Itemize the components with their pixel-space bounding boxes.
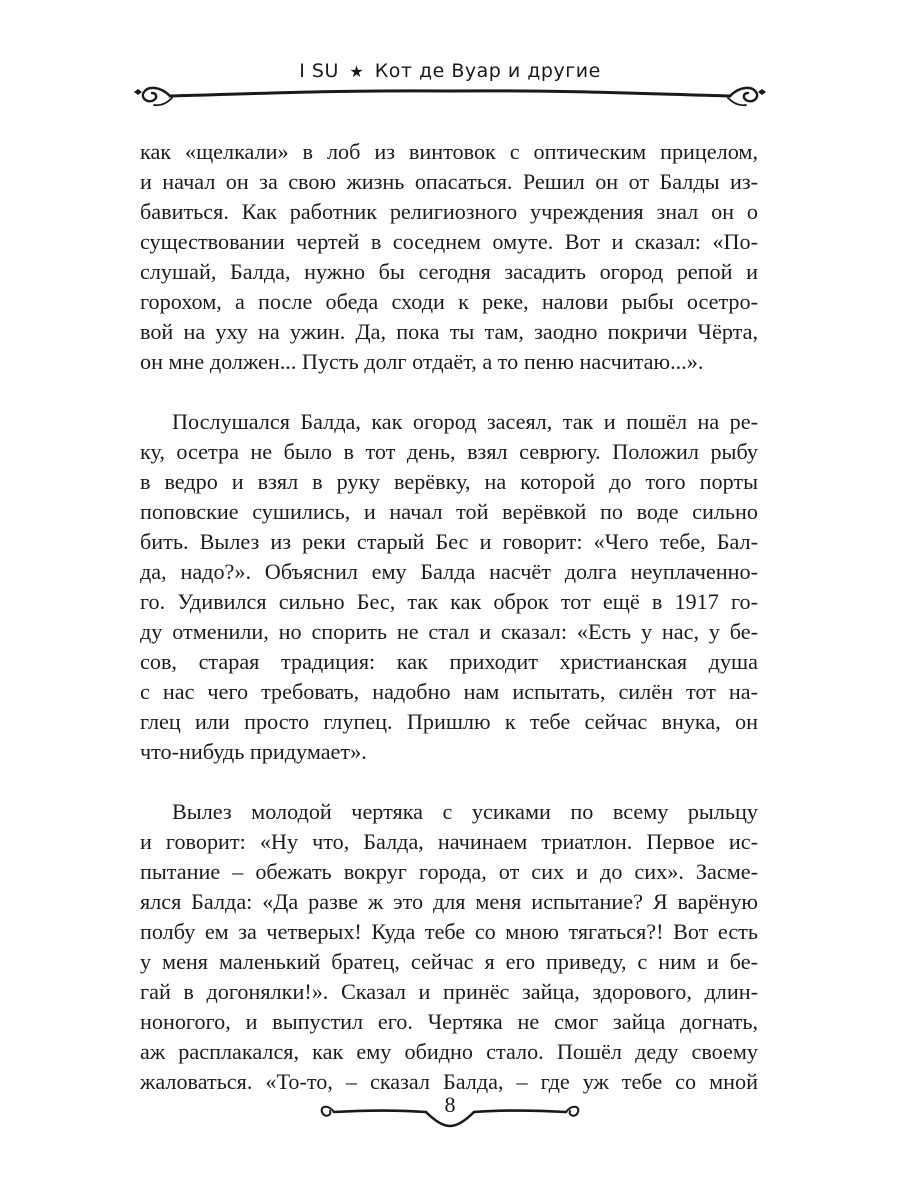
page-number: 8 xyxy=(444,1092,456,1117)
text-line: ялся Балда: «Да разве ж это для меня испытание? Я варёную xyxy=(140,889,758,914)
paragraph-2 xyxy=(140,407,758,767)
text-line: и начал он за свою жизнь опасаться. Решил он от Балды из- xyxy=(140,169,758,194)
text-line: вой на уху на ужин. Да, пока ты там, заодно покричи Чёрта, xyxy=(140,319,758,344)
text-line: гай в догонялки!». Сказал и принёс зайца, здорового, длин- xyxy=(140,979,758,1004)
header-flourish-ornament xyxy=(130,74,770,110)
text-line: существовании чертей в соседнем омуте. Вот и сказал: «По- xyxy=(140,229,758,254)
text-line: бить. Вылез из реки старый Бес и говорит: «Чего тебе, Бал- xyxy=(140,529,758,554)
text-line: горохом, а после обеда сходи к реке, налови рыбы осетро- xyxy=(140,289,758,314)
text-line: полбу ем за четверых! Куда тебе со мною тягаться?! Вот есть xyxy=(140,919,758,944)
text-line: бавиться. Как работник религиозного учреждения знал он о xyxy=(140,199,758,224)
text-line: в ведро и взял в руку верёвку, на которой до того порты xyxy=(140,469,758,494)
page-footer xyxy=(318,1090,582,1140)
paragraph-3 xyxy=(140,797,758,1097)
text-line: Послушался Балда, как огород засеял, так и пошёл на ре- xyxy=(172,409,758,434)
text-line: глец или просто глупец. Пришлю к тебе сейчас внука, он xyxy=(140,709,758,734)
text-line: сов, старая традиция: как приходит христианская душа xyxy=(140,649,758,674)
text-line: Вылез молодой чертяка с усиками по всему рыльцу xyxy=(172,799,758,824)
star-icon: ★ xyxy=(349,62,365,81)
text-line: у меня маленький братец, сейчас я его приведу, с ним и бе- xyxy=(140,949,758,974)
book-title: Кот де Вуар и другие xyxy=(374,60,601,82)
text-line: с нас чего требовать, надобно нам испытать, силён тот на- xyxy=(140,679,758,704)
page-body xyxy=(140,137,758,1097)
text-line: он мне должен... Пусть долг отдаёт, а то пеню насчитаю...». xyxy=(140,349,704,374)
series-title: I SU xyxy=(299,60,339,82)
text-line: ноногого, и выпустил его. Чертяка не смог зайца догнать, xyxy=(140,1009,758,1034)
text-line: ку, осетра не было в тот день, взял севрюгу. Положил рыбу xyxy=(140,439,758,464)
text-line: го. Удивился сильно Бес, так как оброк тот ещё в 1917 го- xyxy=(140,589,758,614)
text-line: ду отменили, но спорить не стал и сказал: «Есть у нас, у бе- xyxy=(140,619,758,644)
text-line: аж расплакался, как ему обидно стало. Пошёл деду своему xyxy=(140,1039,758,1064)
text-line: да, надо?». Объяснил ему Балда насчёт долга неуплаченно- xyxy=(140,559,758,584)
text-line: поповские сушились, и начал той верёвкой по воде сильно xyxy=(140,499,758,524)
text-line: и говорит: «Ну что, Балда, начинаем триатлон. Первое ис- xyxy=(140,829,758,854)
text-line: слушай, Балда, нужно бы сегодня засадить огород репой и xyxy=(140,259,758,284)
text-line: что-нибудь придумает». xyxy=(140,739,367,764)
paragraph-1 xyxy=(140,137,758,377)
text-line: как «щелкали» в лоб из винтовок с оптическим прицелом, xyxy=(140,139,758,164)
running-header xyxy=(130,52,770,112)
text-line: пытание – обежать вокруг города, от сих и до сих». Засме- xyxy=(140,859,758,884)
text-line: жаловаться. «То-то, – сказал Балда, – где уж тебе со мной xyxy=(140,1069,758,1094)
